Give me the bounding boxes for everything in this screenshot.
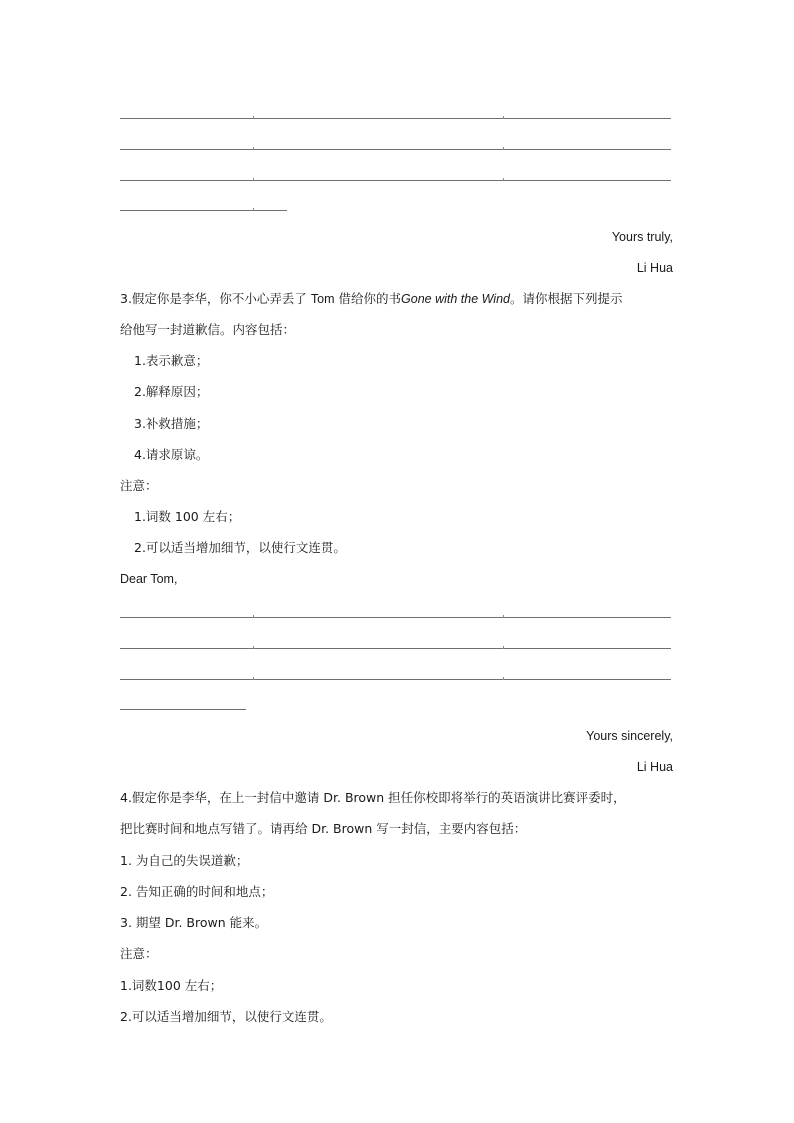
q3-prompt-name: Tom — [310, 292, 335, 306]
line-divider — [253, 646, 254, 649]
q4-note-label: 注意： — [120, 946, 158, 961]
q3-note: 1.词数 100 左右； — [134, 509, 241, 524]
q4-prompt-line1: 4.假定你是李华，在上一封信中邀请 Dr. Brown 担任你校即将举行的英语演讲比赛评委时， — [120, 790, 626, 805]
writing-line — [120, 648, 671, 649]
writing-line — [120, 709, 246, 710]
closing-yours-sincerely: Yours sincerely, — [586, 729, 673, 743]
q4-note: 1.词数100 左右； — [120, 978, 223, 993]
writing-line — [120, 180, 671, 181]
q3-point: 2.解释原因； — [134, 384, 209, 399]
line-divider — [503, 615, 504, 618]
q3-point: 4.请求原谅。 — [134, 447, 209, 462]
q3-note: 2.可以适当增加细节，以使行文连贯。 — [134, 540, 346, 555]
q3-salutation: Dear Tom, — [120, 572, 178, 586]
q3-book-title: Gone with the Wind — [401, 292, 510, 306]
line-divider — [253, 147, 254, 150]
line-divider — [503, 646, 504, 649]
q4-point: 1. 为自己的失误道歉； — [120, 853, 249, 868]
signature-li-hua: Li Hua — [636, 261, 673, 275]
line-divider — [253, 178, 254, 181]
q3-prompt-pre: 3.假定你是李华，你不小心弄丢了 — [120, 291, 311, 306]
q3-point: 3.补救措施； — [134, 416, 209, 431]
q4-note: 2.可以适当增加细节，以使行文连贯。 — [120, 1009, 332, 1024]
writing-line — [120, 118, 671, 119]
writing-line — [120, 149, 671, 150]
q4-point: 2. 告知正确的时间和地点； — [120, 884, 274, 899]
q3-prompt-post: 。请你根据下列提示 — [510, 291, 623, 306]
q4-point: 3. 期望 Dr. Brown 能来。 — [120, 915, 268, 930]
q3-note-label: 注意： — [120, 478, 158, 493]
line-divider — [253, 208, 254, 211]
writing-line — [120, 210, 287, 211]
q3-prompt-line2: 给他写一封道歉信。内容包括： — [120, 322, 296, 337]
signature-li-hua: Li Hua — [636, 760, 673, 774]
line-divider — [253, 615, 254, 618]
line-divider — [503, 147, 504, 150]
line-divider — [253, 677, 254, 680]
q3-prompt-line1 — [120, 291, 623, 307]
line-divider — [253, 116, 254, 119]
line-divider — [503, 677, 504, 680]
line-divider — [503, 116, 504, 119]
q3-prompt-mid: 借给你的书 — [334, 291, 402, 306]
line-divider — [503, 178, 504, 181]
writing-line — [120, 617, 671, 618]
q4-prompt-line2: 把比赛时间和地点写错了。请再给 Dr. Brown 写一封信，主要内容包括： — [120, 821, 527, 836]
closing-yours-truly: Yours truly, — [611, 230, 673, 244]
writing-line — [120, 679, 671, 680]
q3-point: 1.表示歉意； — [134, 353, 209, 368]
